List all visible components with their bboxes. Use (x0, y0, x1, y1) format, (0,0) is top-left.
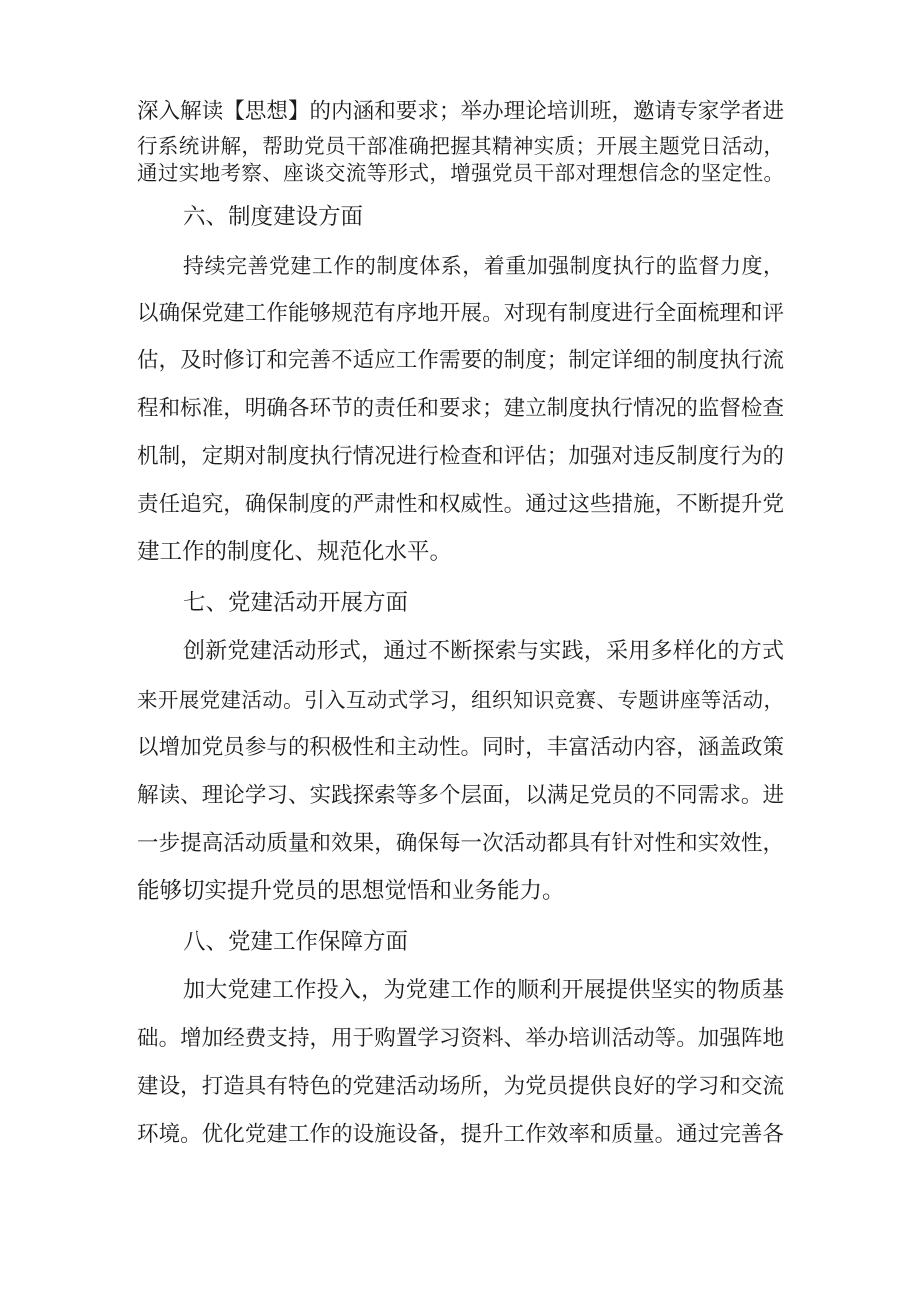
paragraph-line: 责任追究，确保制度的严肃性和权威性。通过这些措施，不断提升党 (137, 492, 784, 517)
paragraph-line: 程和标准，明确各环节的责任和要求；建立制度执行情况的监督检查 (137, 396, 784, 421)
paragraph-line: 解读、理论学习、实践探索等多个层面，以满足党员的不同需求。进 (137, 783, 784, 808)
paragraph-line: 来开展党建活动。引入互动式学习，组织知识竞赛、专题讲座等活动， (137, 688, 784, 712)
paragraph-line: 础。增加经费支持，用于购置学习资料、举办培训活动等。加强阵地 (137, 1026, 784, 1051)
paragraph-line: 创新党建活动形式，通过不断探索与实践，采用多样化的方式 (183, 639, 784, 664)
section-heading-7: 七、党建活动开展方面 (183, 590, 409, 616)
section-heading-6: 六、制度建设方面 (183, 204, 364, 230)
paragraph-line: 以增加党员参与的积极性和主动性。同时，丰富活动内容，涵盖政策 (137, 735, 784, 760)
paragraph-line: 深入解读【思想】的内涵和要求；举办理论培训班，邀请专家学者进 (137, 99, 784, 124)
paragraph-line: 环境。优化党建工作的设施设备，提升工作效率和质量。通过完善各 (137, 1122, 784, 1147)
paragraph-line: 建工作的制度化、规范化水平。 (137, 539, 453, 565)
paragraph-line: 行系统讲解，帮助党员干部准确把握其精神实质；开展主题党日活动， (137, 134, 784, 158)
paragraph-line: 机制，定期对制度执行情况进行检查和评估；加强对违反制度行为的 (137, 444, 784, 469)
paragraph-line: 通过实地考察、座谈交流等形式，增强党员干部对理想信念的坚定性。 (137, 161, 784, 185)
paragraph-line: 以确保党建工作能够规范有序地开展。对现有制度进行全面梳理和评 (137, 301, 784, 326)
paragraph-line: 能够切实提升党员的思想觉悟和业务能力。 (137, 878, 565, 904)
paragraph-line: 估，及时修订和完善不适应工作需要的制度；制定详细的制度执行流 (137, 348, 784, 373)
section-heading-8: 八、党建工作保障方面 (183, 929, 409, 955)
paragraph-line: 加大党建工作投入，为党建工作的顺利开展提供坚实的物质基 (183, 978, 784, 1003)
paragraph-line: 建设，打造具有特色的党建活动场所，为党员提供良好的学习和交流 (137, 1074, 784, 1099)
paragraph-line: 持续完善党建工作的制度体系，着重加强制度执行的监督力度， (183, 254, 784, 278)
paragraph-line: 一步提高活动质量和效果，确保每一次活动都具有针对性和实效性， (137, 831, 784, 856)
